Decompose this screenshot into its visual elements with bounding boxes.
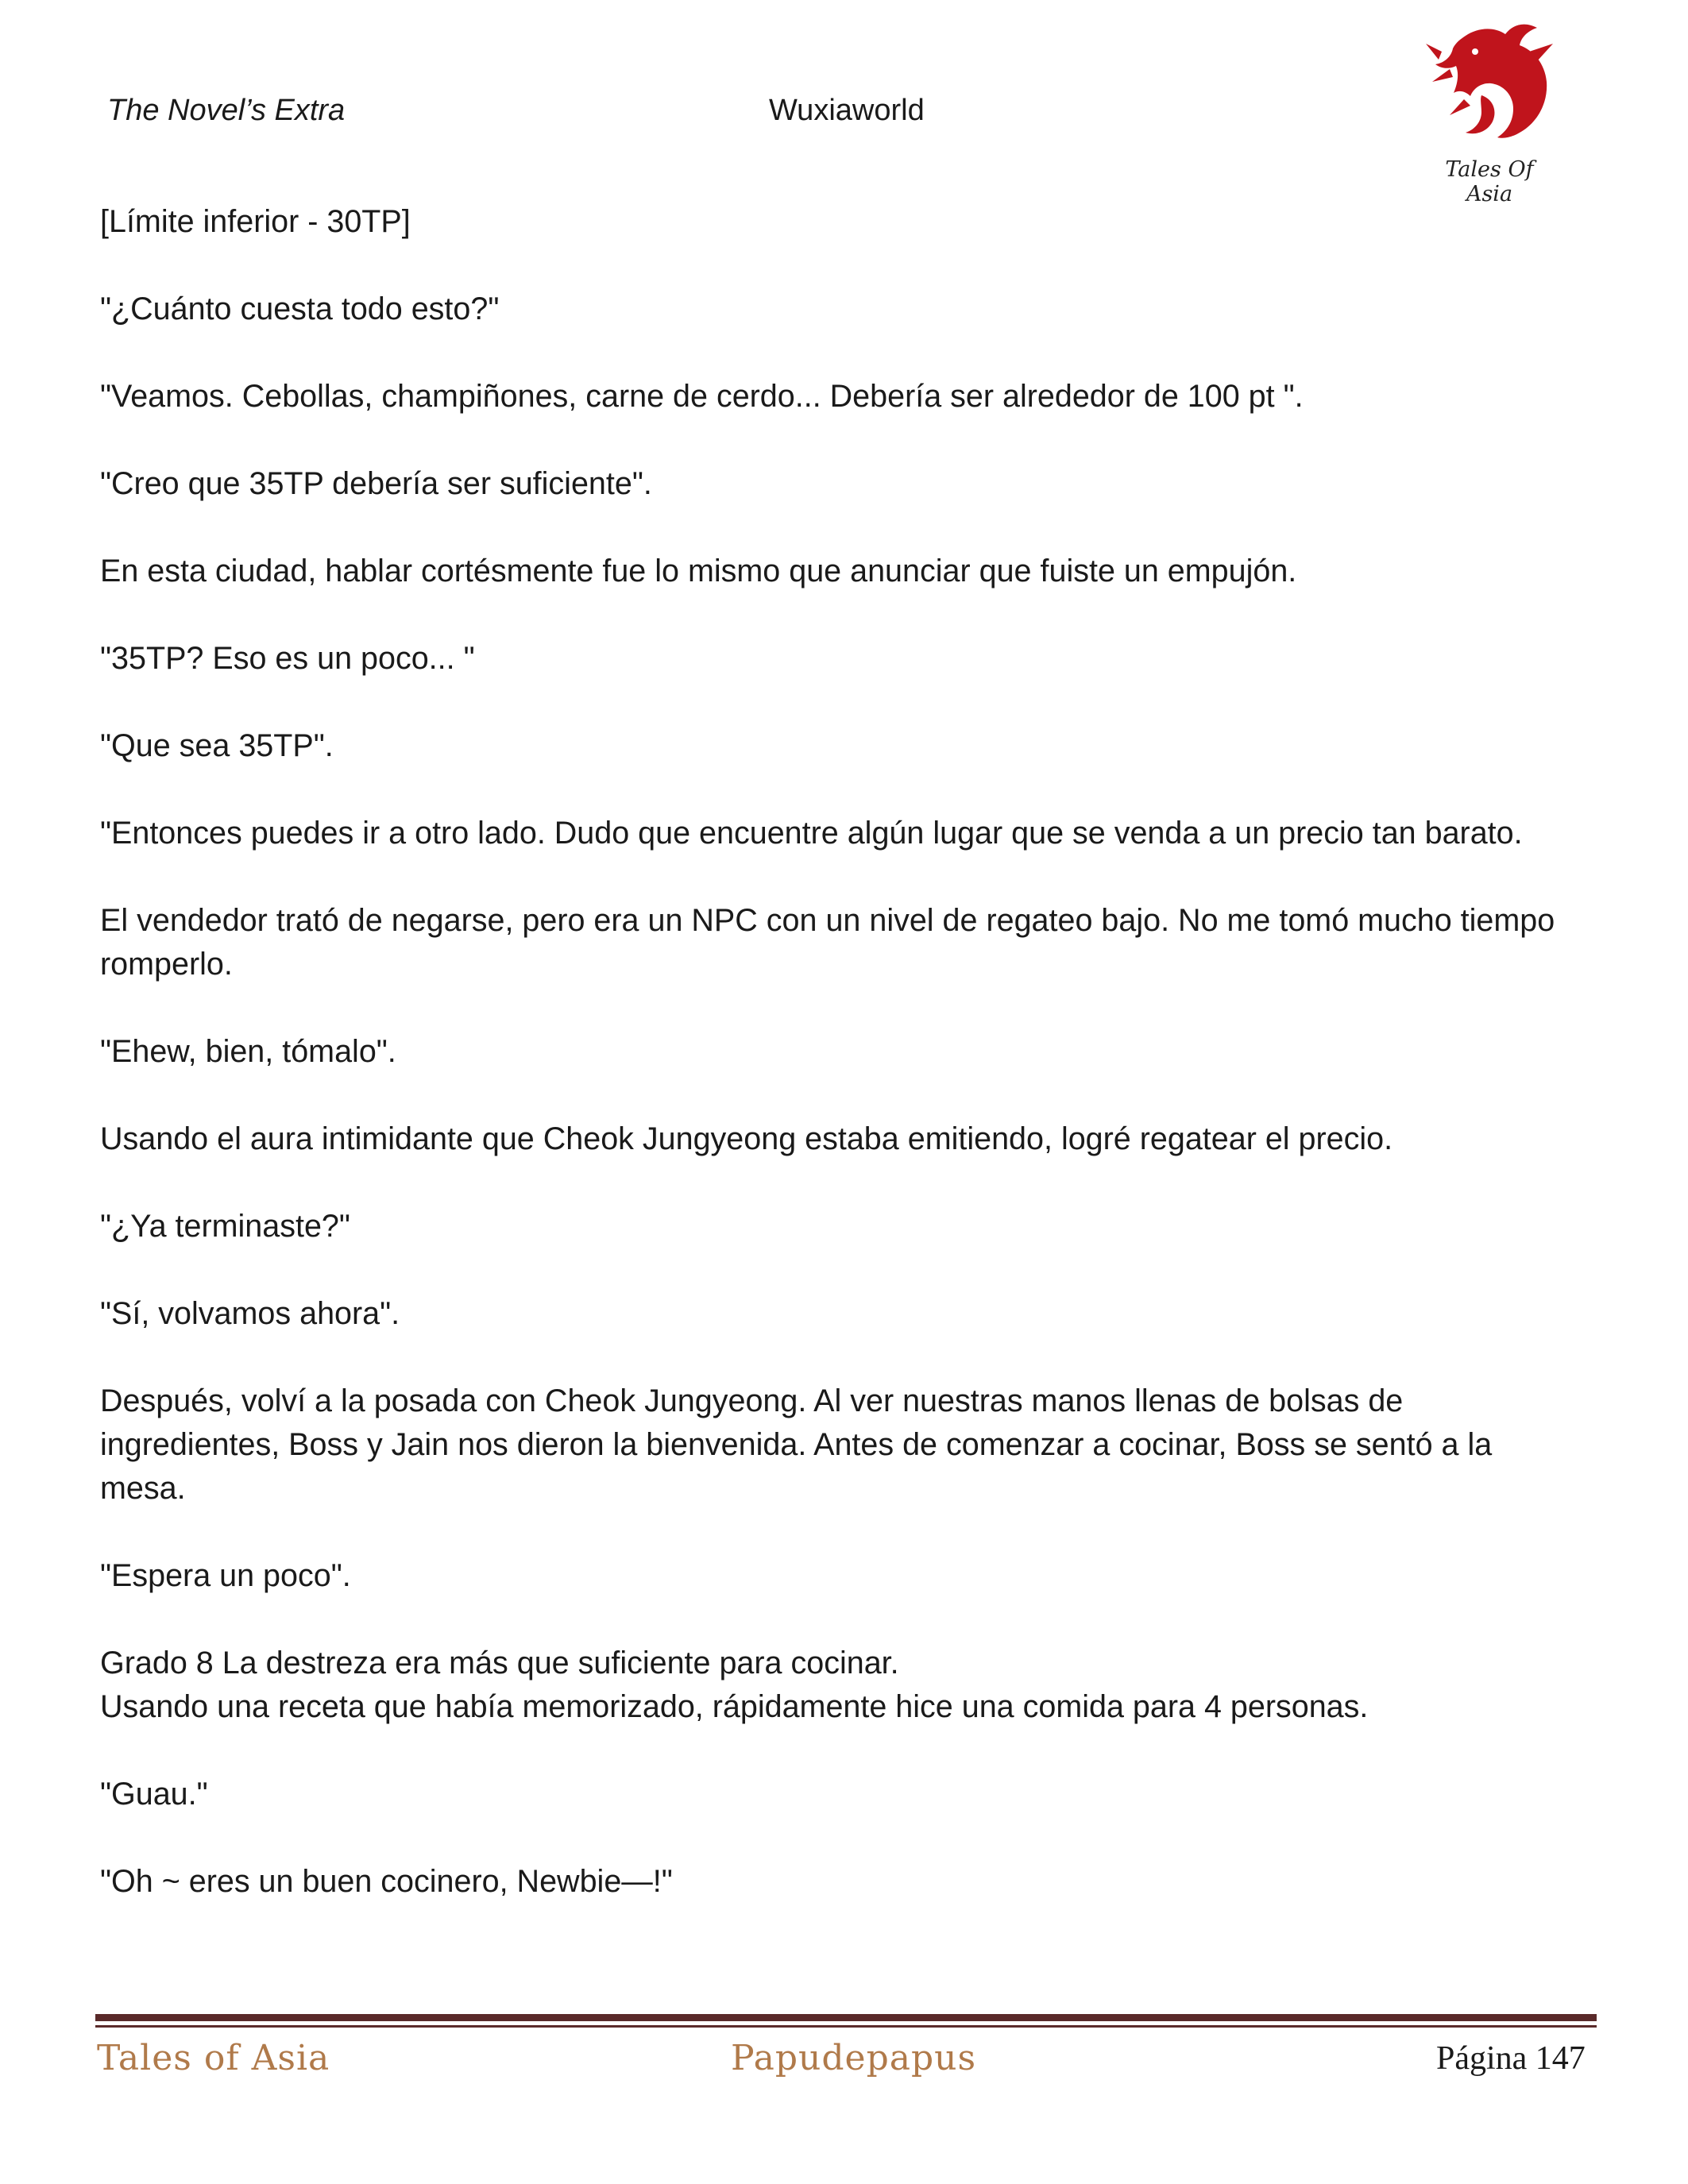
paragraph: En esta ciudad, hablar cortésmente fue lo mismo que anunciar que fuiste un empujón. [100, 554, 1297, 588]
logo-text: Tales Of Asia [1445, 157, 1534, 206]
paragraph: "Que sea 35TP". [100, 728, 334, 763]
paragraph: "Entonces puedes ir a otro lado. Dudo que encuentre algún lugar que se venda a un precio tan barato. [100, 816, 1523, 851]
page-number: Página 147 [1436, 2040, 1586, 2077]
paragraph: [Límite inferior - 30TP] [100, 204, 411, 239]
paragraph: Usando el aura intimidante que Cheok Jungyeong estaba emitiendo, logré regatear el precio. [100, 1121, 1393, 1156]
paragraph: "Guau." [100, 1777, 208, 1812]
paragraph: Usando una receta que había memorizado, rápidamente hice una comida para 4 personas. [100, 1689, 1369, 1724]
paragraph: Después, volví a la posada con Cheok Jungyeong. Al ver nuestras manos llenas de bolsas de ingredientes, Boss y Jain nos dieron la bienvenida. Antes de comenzar a cocinar, Boss se sentó a la mesa. [100, 1383, 1493, 1506]
paragraph: "Creo que 35TP debería ser suficiente". [100, 466, 652, 501]
paragraph: "¿Ya terminaste?" [100, 1209, 350, 1244]
paragraph: "Oh ~ eres un buen cocinero, Newbie—!" [100, 1864, 673, 1899]
footer-translator: Papudepapus [731, 2038, 977, 2078]
footer-publisher: Tales of Asia [97, 2038, 330, 2078]
paragraph: "Sí, volvamos ahora". [100, 1296, 400, 1331]
footer-rule [95, 2014, 1597, 2021]
paragraph: El vendedor trató de negarse, pero era un NPC con un nivel de regateo bajo. No me tomó mucho tiempo romperlo. [100, 903, 1555, 982]
paragraph: "35TP? Eso es un poco... " [100, 641, 475, 676]
page-body [100, 200, 1578, 1947]
paragraph: "Ehew, bien, tómalo". [100, 1034, 396, 1069]
paragraph: "¿Cuánto cuesta todo esto?" [100, 291, 500, 326]
footer-rule-thin [95, 2025, 1597, 2028]
header-book-title: The Novel’s Extra [107, 94, 346, 127]
paragraph: "Veamos. Cebollas, champiñones, carne de cerdo... Debería ser alrededor de 100 pt ". [100, 379, 1304, 414]
header-site: Wuxiaworld [769, 94, 925, 127]
paragraph: Grado 8 La destreza era más que suficiente para cocinar. [100, 1646, 899, 1680]
paragraph: "Espera un poco". [100, 1558, 351, 1593]
